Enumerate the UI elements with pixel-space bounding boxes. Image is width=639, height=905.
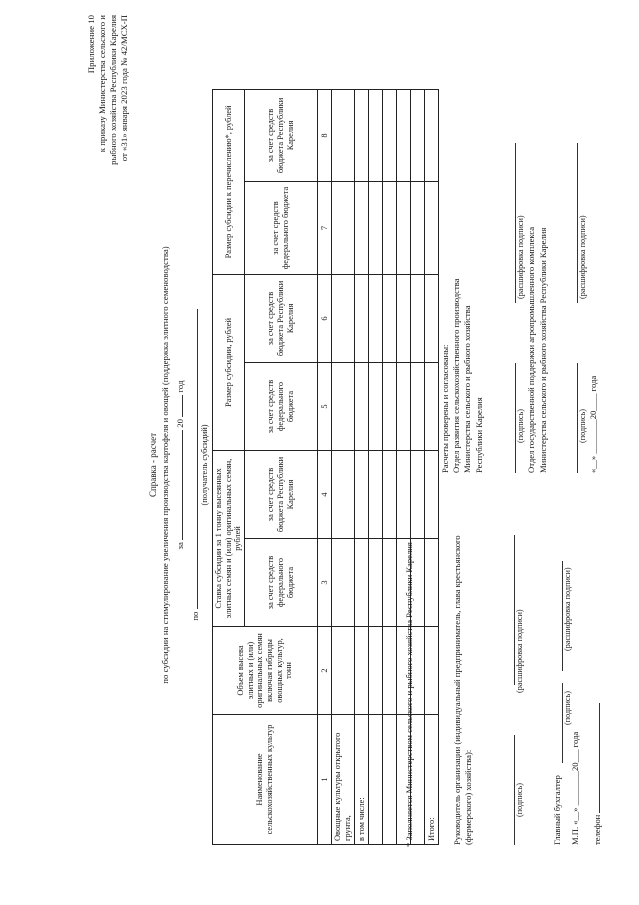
applicant-signatures [452,485,574,845]
dept1-signature-hints [516,33,527,473]
subheader-rate-federal: за счет средств федерального бюджета [244,539,317,627]
row-label-open-ground-vegetables: Овощные культуры открытого грунта, [331,715,354,845]
head-signature-hints [515,485,526,845]
signature-line [504,535,515,685]
table-cell [382,627,396,715]
table-cell [368,715,382,845]
annex-line: к приказу Министерства сельского и [96,15,107,153]
table-cell [354,627,368,715]
table-cell [331,362,354,450]
column-number: 6 [317,274,331,362]
table-cell [354,89,368,181]
table-cell [382,362,396,450]
table-cell [424,274,438,362]
sign-hint: (подпись) [515,783,525,817]
accountant-row [552,485,563,845]
approval-block [440,33,600,473]
column-number: 5 [317,362,331,450]
table-row [331,89,354,844]
table-cell [424,181,438,274]
decode-hint: (расшифровка подписи) [515,215,525,299]
table-cell [331,89,354,181]
table-cell [424,450,438,538]
dept2-signature-hints [578,33,589,473]
signature-line [552,561,563,671]
table-cell [382,715,396,845]
column-number: 2 [317,627,331,715]
subheader-rate-regional: за счет средств бюджета Республики Карелия [244,450,317,538]
table-cell [368,89,382,181]
dept1-line: Республики Карелия [473,397,484,473]
period-year-prefix: 20 [175,418,185,428]
footnote: * Заполняется Министерством сельского и рыбного хозяйства Республики Карелия [404,542,414,847]
row-label-including: в том числе: [354,715,368,845]
header-volume: Объем высева элитных и (или) оригинальных семян включая гибриды овощных культур, тонн [213,627,318,715]
sign-hint: (подпись) [515,409,525,443]
table-cell [368,181,382,274]
sign-hint: (подпись) [577,409,587,443]
recipient-line [188,105,201,825]
table-row [368,89,382,844]
table-row [382,89,396,844]
annex-block [86,15,130,225]
period-line [173,105,186,825]
signature-line [567,363,578,473]
table-cell [424,627,438,715]
table-cell [354,274,368,362]
table-cell [368,362,382,450]
document-subtitle: по субсидии на стимулирование увеличения производства картофеля и овощей (поддержка элитного семеноводства) [160,246,170,684]
annex-line: от «31» января 2023 года № 42/МСХ-П [118,15,129,162]
stamp-date-line: М.П. «__» ________20___ года [570,731,580,845]
subheader-transfer-federal: за счет средств федерального бюджета [244,181,317,274]
period-blank [173,430,183,540]
recipient-prefix: по [190,611,200,621]
phone-blank [590,703,600,813]
header-transfer: Размер субсидии к перечислению*, рублей [213,89,245,274]
table-cell [331,450,354,538]
header-rate: Ставка субсидии за 1 тонну высеянных элитных семян и (или) оригинальных семян, рублей [213,450,245,626]
signature-line [567,143,578,303]
table-cell [331,539,354,627]
table-cell [331,627,354,715]
table-cell [354,539,368,627]
table-cell [368,539,382,627]
table-number-row [317,89,331,844]
annex-line: Приложение 10 [86,15,96,74]
decode-hint: (расшифровка подписи) [577,215,587,299]
accountant-label: Главный бухгалтер [552,775,562,845]
table-cell [382,89,396,181]
signature-line [552,683,563,763]
table-cell [382,450,396,538]
signature-line [505,363,516,473]
table-cell [424,362,438,450]
table-cell [382,181,396,274]
table-cell [424,539,438,627]
column-number: 7 [317,181,331,274]
table-cell [331,274,354,362]
table-cell [368,450,382,538]
column-number: 3 [317,539,331,627]
table-cell [354,450,368,538]
approval-date: «__» ________20____ года [588,375,599,473]
table-row [424,89,438,844]
table-cell [331,181,354,274]
decode-hint: (расшифровка подписи) [563,567,573,651]
table-cell [354,181,368,274]
signature-line [504,735,515,845]
header-size: Размер субсидии, рублей [213,274,245,450]
dept2-line: Министерства сельского и рыбного хозяйства Республики Карелия [537,227,548,473]
signature-line [505,143,516,303]
dept1-line: Отдел развития сельскохозяйственного производства [451,278,462,473]
row-label-total: Итого: [424,715,438,845]
table-cell [382,539,396,627]
table-header-row [213,89,245,844]
sign-hint: (подпись) [563,691,573,725]
table-cell [382,274,396,362]
column-number: 1 [317,715,331,845]
table-cell [354,362,368,450]
period-year-blank [173,395,183,417]
phone-label: телефон [592,814,602,845]
dept2-signature-lines [567,33,578,473]
dept1-signature-lines [505,33,516,473]
table-cell [424,89,438,181]
period-prefix: за [175,542,185,550]
head-signature-lines [504,485,515,845]
subheader-size-federal: за счет средств федерального бюджета [244,362,317,450]
recipient-blank [188,309,198,609]
document-title: Справка - расчет [148,432,158,498]
phone-line [590,485,602,845]
head-label: Руководитель организации (индивидуальный предприниматель, глава крестьянского (фермерского) хозяйства): [452,535,474,845]
table-cell [368,274,382,362]
column-number: 8 [317,89,331,181]
dept1-line: Министерства сельского и рыбного хозяйства [462,305,473,473]
dept2-line: Отдел государственной поддержки агропромышленного комплекса [526,226,537,473]
subheader-transfer-regional: за счет средств бюджета Республики Карелия [244,89,317,181]
recipient-hint: (получатель субсидий) [200,424,209,506]
decode-hint: (расшифровка подписи) [515,609,525,693]
column-number: 4 [317,450,331,538]
period-suffix: год [175,380,185,393]
table-row [354,89,368,844]
checked-label: Расчеты проверены и согласованы: [440,344,450,473]
subheader-size-regional: за счет средств бюджета Республики Карелия [244,274,317,362]
header-crop-name: Наименование сельскохозяйственных культур [213,715,318,845]
annex-line: рыбного хозяйства Республики Карелия [107,15,118,165]
table-cell [368,627,382,715]
